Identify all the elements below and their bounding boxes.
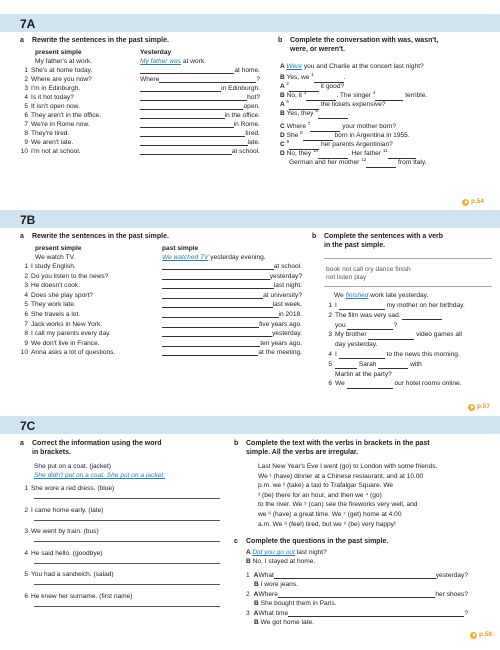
item-text: Do you listen to the news? xyxy=(31,272,109,280)
item-end: yesterday? xyxy=(435,572,468,579)
item-text: I call my parents every day. xyxy=(31,330,111,338)
item-text: video games all xyxy=(414,331,463,339)
item-present xyxy=(20,76,92,84)
column-header: present simple xyxy=(35,49,82,56)
exercise-7b-a: a Rewrite the sentences in the past simple. xyxy=(20,233,169,240)
item-row xyxy=(20,593,133,601)
gap-number: 5 xyxy=(286,99,289,104)
gap-number: 1 xyxy=(311,72,314,77)
answer-blank[interactable] xyxy=(140,112,225,119)
item-number: 6 xyxy=(24,112,28,119)
line-text: terrible. xyxy=(403,92,428,100)
column-header: past simple xyxy=(162,245,199,252)
item-present xyxy=(20,94,74,102)
answer-blank[interactable] xyxy=(162,349,258,356)
item-text: We aren't late. xyxy=(31,139,74,146)
item-text: She bought them in Paris. xyxy=(260,600,337,607)
item-number: 3 xyxy=(328,331,332,339)
item-present xyxy=(20,112,101,120)
speaker-label: D xyxy=(280,132,287,140)
gap-number: 4 xyxy=(372,90,376,95)
line-text: No, they xyxy=(286,150,313,158)
item-number: 5 xyxy=(24,301,28,309)
line-text: your mother born? xyxy=(340,123,397,131)
item-number: 4 xyxy=(328,351,332,358)
answer-blank[interactable] xyxy=(368,333,414,340)
item-present xyxy=(20,349,115,357)
arrow-icon xyxy=(468,404,475,411)
example-answer: We watched TV yesterday evening. xyxy=(162,254,266,261)
item-present xyxy=(20,139,73,147)
item-answer-row xyxy=(162,292,302,300)
answer-blank[interactable] xyxy=(140,103,243,110)
item-end: tired. xyxy=(245,130,260,137)
item-end: at home. xyxy=(234,67,260,74)
gap-number: 10 xyxy=(312,148,318,153)
item-text: She's at home today. xyxy=(31,67,93,74)
section-title-7c: 7C xyxy=(20,419,36,433)
answer-blank[interactable] xyxy=(140,130,245,137)
item-present xyxy=(20,340,100,348)
answer-blank[interactable] xyxy=(339,352,385,359)
item-end: at university? xyxy=(263,291,302,299)
item-number: 4 xyxy=(24,94,28,101)
item-text: What time xyxy=(258,610,289,617)
item-row xyxy=(324,351,460,359)
item-end: last week. xyxy=(272,301,302,309)
line-text: Yes, they xyxy=(286,110,316,118)
item-end: in 2018. xyxy=(278,311,302,318)
gap-number: 7 xyxy=(307,121,311,126)
item-row xyxy=(20,550,102,558)
item-text: I xyxy=(335,351,339,358)
item-text: to the news this morning. xyxy=(384,351,460,358)
item-end: ? xyxy=(256,76,260,83)
line-text: . Her father xyxy=(348,150,383,158)
item-number: 3 xyxy=(24,528,28,535)
answer-blank[interactable] xyxy=(140,85,221,92)
item-present xyxy=(20,321,102,329)
item-number: 2 xyxy=(24,272,28,280)
response-row xyxy=(254,581,298,589)
text-line: Last New Year's Eve I went (go) to London with some friends. xyxy=(258,463,438,470)
exercise-7c-c: c Complete the questions in the past simple. xyxy=(234,538,389,545)
item-end: five years ago. xyxy=(259,320,302,328)
word-box: book not call cry dance finish not listen play xyxy=(326,266,411,282)
text-line: a.m. We ⁸ (feel) tired, but we ⁹ (be) very happy! xyxy=(258,520,396,528)
item-number: 7 xyxy=(24,121,28,128)
item-end: last night. xyxy=(273,282,302,290)
section-band-7a xyxy=(0,14,500,32)
gap-number: 9 xyxy=(286,139,290,144)
item-text: I xyxy=(335,302,339,309)
item-answer-row xyxy=(162,263,302,271)
item-text: Jack works in New York. xyxy=(31,320,103,328)
exercise-7b-b: b Complete the sentences with a verb in the past simple. xyxy=(312,233,444,249)
answer-blank[interactable] xyxy=(335,362,357,369)
item-number: 5 xyxy=(24,571,28,578)
item-end: at the meeting. xyxy=(258,349,302,357)
answer-blank[interactable] xyxy=(162,321,259,328)
answer-blank[interactable] xyxy=(159,76,256,83)
conversation-line xyxy=(280,63,424,71)
item-end: at school. xyxy=(231,148,260,155)
item-text: Sarah xyxy=(357,360,379,368)
exercise-7a-a: a Rewrite the sentences in the past simple. xyxy=(20,37,260,46)
item-text: I came home early. (late) xyxy=(31,506,104,514)
item-number: 5 xyxy=(328,360,332,368)
exercise-7c-b: b Complete the text with the verbs in brackets in the past simple. All the verbs are irregular. xyxy=(234,440,430,456)
line-text: . xyxy=(347,110,350,118)
item-number: 9 xyxy=(24,139,28,146)
example-sentence: We finished work late yesterday. xyxy=(334,292,429,299)
gap-number: 12 xyxy=(361,157,367,162)
item-present xyxy=(20,282,80,290)
item-text: He doesn't cook. xyxy=(31,282,80,290)
item-text: We went by train. (bus) xyxy=(31,528,99,535)
item-text: with xyxy=(408,360,422,368)
text-line: ³ (be) there for an hour, and then we ⁴ (go) xyxy=(258,491,382,499)
speaker-label: A xyxy=(253,610,259,617)
speaker-label: A xyxy=(280,63,287,70)
item-text: We don't live in France. xyxy=(31,339,100,347)
example-answer: She didn't put on a coat. She put on a jacket. xyxy=(34,472,166,479)
item-present xyxy=(20,103,80,111)
item-text: Where xyxy=(258,591,278,598)
question-row xyxy=(246,572,468,580)
line-text: She xyxy=(286,132,301,140)
item-number: 6 xyxy=(328,380,332,388)
response-row xyxy=(254,600,336,608)
item-present xyxy=(20,148,81,156)
item-text: My brother xyxy=(335,331,369,339)
speaker-label: A xyxy=(280,101,287,109)
item-number: 10 xyxy=(20,148,28,155)
item-row xyxy=(324,361,422,369)
item-text: you xyxy=(335,321,348,329)
conversation-line xyxy=(289,157,427,168)
example-question: A Did you go out last night? xyxy=(246,549,327,556)
item-text: I study English. xyxy=(31,263,76,270)
item-end: yesterday? xyxy=(269,272,302,280)
answer-blank[interactable] xyxy=(366,161,396,168)
line-text: Yes, we xyxy=(286,74,312,82)
item-answer-row xyxy=(162,321,302,329)
item-present xyxy=(20,263,76,271)
example-response: B No, I stayed at home. xyxy=(246,558,316,565)
column-header: Yesterday xyxy=(140,49,172,56)
item-text: Anna asks a lot of questions. xyxy=(31,349,116,357)
line-text: No, it xyxy=(286,92,304,100)
text-line: We ¹ (have) dinner at a Chinese restaurant, and at 10.00 xyxy=(258,472,424,480)
item-text: our hotel rooms online. xyxy=(392,380,462,388)
item-number: 2 xyxy=(24,76,28,83)
response-row xyxy=(254,619,314,627)
answer-blank[interactable] xyxy=(162,292,263,299)
item-row xyxy=(324,371,392,379)
item-present xyxy=(20,273,108,281)
item-text: my mother on her birthday. xyxy=(384,302,465,309)
item-row xyxy=(324,302,465,310)
item-number: 6 xyxy=(24,311,28,318)
answer-blank[interactable] xyxy=(162,330,272,337)
item-number: 3 xyxy=(24,85,28,92)
arrow-icon xyxy=(470,632,477,639)
item-answer-row xyxy=(162,311,302,319)
item-text: Martin at the party? xyxy=(335,370,392,378)
item-text: We xyxy=(335,380,347,388)
item-end: at school. xyxy=(273,263,302,270)
answer-blank[interactable] xyxy=(347,323,393,330)
item-text: What xyxy=(258,572,274,579)
line-text: you and Charlie at the concert last night? xyxy=(302,63,424,70)
item-answer-row xyxy=(140,121,260,129)
item-text: day yesterday. xyxy=(335,341,378,349)
item-text: She wore a red dress. (blue) xyxy=(31,485,115,492)
answer-line[interactable] xyxy=(34,541,220,542)
item-text: ? xyxy=(393,321,398,329)
item-number: 10 xyxy=(20,349,28,357)
item-row xyxy=(20,485,114,493)
page-reference-7b[interactable]: p.57 xyxy=(468,403,490,411)
answer-blank[interactable] xyxy=(140,139,248,146)
answer-line[interactable] xyxy=(34,520,220,521)
page-reference-7c[interactable]: p.58 xyxy=(470,631,492,639)
speaker-label: D xyxy=(280,150,287,158)
item-answer-row xyxy=(162,340,302,348)
speaker-label: C xyxy=(280,123,287,131)
item-row xyxy=(324,341,377,349)
line-text: the tickets expensive? xyxy=(318,101,386,109)
speaker-label: B xyxy=(254,581,261,588)
item-present xyxy=(20,67,92,75)
answer-blank[interactable] xyxy=(274,572,436,579)
item-number: 3 xyxy=(246,610,250,617)
item-text: Is it hot today? xyxy=(31,94,74,101)
answer-line[interactable] xyxy=(34,498,220,499)
text-line: p.m. we ² (take) a taxi to Trafalgar Square. We xyxy=(258,482,394,490)
item-end: late. xyxy=(247,139,260,146)
item-end: hot? xyxy=(247,94,260,101)
item-number: 9 xyxy=(24,339,28,347)
answer-blank[interactable] xyxy=(339,303,385,310)
gap-number: 2 xyxy=(286,81,289,86)
item-number: 1 xyxy=(246,572,250,579)
answer-blank[interactable] xyxy=(140,94,247,101)
column-header: present simple xyxy=(35,245,82,252)
example-answer: My father was at work. xyxy=(140,58,206,65)
line-text: her parents Argentinian? xyxy=(319,141,393,149)
item-present xyxy=(20,121,90,129)
item-number: 2 xyxy=(328,311,332,319)
question-row xyxy=(246,591,468,599)
exercise-7a-b: b Complete the conversation with was, wasn't, were, or weren't. xyxy=(278,37,439,53)
arrow-icon xyxy=(462,199,469,206)
item-answer-row xyxy=(140,67,260,75)
item-text: He said hello. (goodbye) xyxy=(31,549,103,557)
example-sentence: She put on a coat. (jacket) xyxy=(34,463,111,470)
item-row xyxy=(324,380,462,388)
speaker-label: A xyxy=(253,591,259,598)
item-text: I wore jeans. xyxy=(260,581,298,588)
speaker-label: B xyxy=(280,92,287,100)
page-reference-7a[interactable]: p.54 xyxy=(462,198,484,206)
item-answer-row xyxy=(162,282,302,290)
answer-blank[interactable] xyxy=(140,148,232,155)
item-answer-row xyxy=(162,349,302,357)
item-end: yesterday. xyxy=(272,330,302,338)
speaker-label: B xyxy=(280,74,287,82)
item-number: 1 xyxy=(328,302,332,309)
item-end: in Rome. xyxy=(233,121,260,128)
item-answer-row xyxy=(140,103,260,111)
line-text: born in Argentina in 1955. xyxy=(332,132,410,140)
item-answer-row xyxy=(162,330,302,338)
answer-line[interactable] xyxy=(34,563,220,564)
item-present xyxy=(20,85,80,93)
speaker-label: C xyxy=(280,141,287,149)
item-row xyxy=(20,528,99,536)
example-sentence: We watch TV. xyxy=(35,254,76,261)
item-answer-row xyxy=(162,273,302,281)
item-number: 3 xyxy=(24,282,28,290)
item-text: They're tired. xyxy=(31,130,70,137)
item-row xyxy=(20,571,114,579)
item-present xyxy=(20,292,93,300)
answer-blank[interactable] xyxy=(162,273,270,280)
item-number: 5 xyxy=(24,103,28,110)
item-number: 2 xyxy=(24,506,28,514)
answer-blank[interactable] xyxy=(402,313,442,320)
line-text: . The singer xyxy=(336,92,373,100)
item-text: It isn't open now. xyxy=(31,103,80,110)
item-answer-row xyxy=(162,301,302,309)
item-text: I'm in Edinburgh. xyxy=(31,85,81,92)
item-number: 7 xyxy=(24,320,28,328)
item-row xyxy=(324,312,442,320)
answer-blank[interactable] xyxy=(318,112,348,119)
answer-blank[interactable] xyxy=(162,311,279,318)
speaker-label: B xyxy=(254,600,261,607)
line-text: it good? xyxy=(318,83,345,91)
item-number: 1 xyxy=(24,67,28,74)
answer-blank[interactable] xyxy=(278,591,436,598)
example-answer: Were xyxy=(286,63,302,70)
item-answer-row xyxy=(140,112,260,120)
item-number: 1 xyxy=(24,485,28,492)
gap-number: 3 xyxy=(303,90,307,95)
item-answer-row xyxy=(140,148,260,156)
item-row xyxy=(324,331,462,339)
section-title-7a: 7A xyxy=(20,17,36,31)
answer-blank[interactable] xyxy=(347,382,393,389)
section-title-7b: 7B xyxy=(20,213,36,227)
item-present xyxy=(20,311,80,319)
speaker-label: B xyxy=(280,110,287,118)
item-number: 8 xyxy=(24,330,28,338)
item-text: I'm not at school. xyxy=(31,148,81,155)
item-end: in Edinburgh. xyxy=(221,85,260,92)
answer-blank[interactable] xyxy=(140,67,234,74)
answer-blank[interactable] xyxy=(378,362,408,369)
item-text: She travels a lot. xyxy=(31,311,81,318)
gap-number: 11 xyxy=(382,148,388,153)
item-number: 6 xyxy=(24,592,28,600)
item-text: The film was very sad. xyxy=(335,311,403,319)
item-answer-row xyxy=(140,94,260,102)
exercise-7c-a: a Correct the information using the word in brackets. xyxy=(20,440,162,456)
section-band-7b xyxy=(0,210,500,228)
item-end: ten years ago. xyxy=(260,339,302,347)
item-number: 4 xyxy=(24,549,28,557)
item-end: ? xyxy=(464,610,468,617)
conversation-line xyxy=(280,108,350,119)
item-answer-row xyxy=(140,85,260,93)
item-answer-row xyxy=(140,130,260,138)
answer-blank[interactable] xyxy=(288,610,464,617)
item-number: 2 xyxy=(246,591,250,598)
line-text: . xyxy=(343,74,346,82)
answer-blank[interactable] xyxy=(162,301,273,308)
section-band-7c xyxy=(0,416,500,434)
item-start: Where xyxy=(140,76,160,83)
answer-line[interactable] xyxy=(34,584,220,585)
gap-number: 8 xyxy=(300,130,303,135)
answer-blank[interactable] xyxy=(162,340,260,347)
item-present xyxy=(20,301,76,309)
item-end: her shoes? xyxy=(435,591,468,598)
item-text: You had a sandwich. (salad) xyxy=(31,571,114,578)
item-number: 1 xyxy=(24,263,28,270)
item-text: They work late. xyxy=(31,301,76,309)
speaker-label: B xyxy=(254,619,261,626)
line-text: from Italy. xyxy=(396,159,427,167)
line-text: German and her mother xyxy=(289,159,362,167)
item-text: He knew her surname. (first name) xyxy=(31,592,133,600)
instruction: Rewrite the sentences in the past simple. xyxy=(32,37,169,44)
item-number: 4 xyxy=(24,291,28,299)
item-text: We're in Rome now. xyxy=(31,121,90,128)
item-end: open. xyxy=(243,103,260,110)
item-end: in the office. xyxy=(224,112,260,119)
item-present xyxy=(20,130,69,138)
item-text: They aren't in the office. xyxy=(31,112,102,119)
answer-blank[interactable] xyxy=(140,121,234,128)
speaker-label: A xyxy=(280,83,287,91)
item-text: Where are you now? xyxy=(31,76,92,83)
text-line: to the river. We ⁵ (can) see the fireworks very well, and xyxy=(258,501,418,509)
item-text: We got home late. xyxy=(260,619,314,626)
example-sentence: My father's at work. xyxy=(35,58,92,65)
text-line: we ⁶ (have) a great time. We ⁷ (get) home at 4.00 xyxy=(258,511,402,518)
answer-line[interactable] xyxy=(34,606,220,607)
item-answer-row xyxy=(140,76,260,84)
line-text: Where xyxy=(286,123,308,131)
speaker-label: A xyxy=(253,572,259,579)
item-text: Does she play sport? xyxy=(31,291,93,299)
item-answer-row xyxy=(140,139,260,147)
item-present xyxy=(20,330,111,338)
gap-number: 6 xyxy=(315,108,318,113)
question-row xyxy=(246,610,468,618)
item-number: 8 xyxy=(24,130,28,137)
item-row xyxy=(324,322,397,330)
answer-blank[interactable] xyxy=(162,263,274,270)
answer-blank[interactable] xyxy=(162,282,274,289)
item-row xyxy=(20,507,103,515)
